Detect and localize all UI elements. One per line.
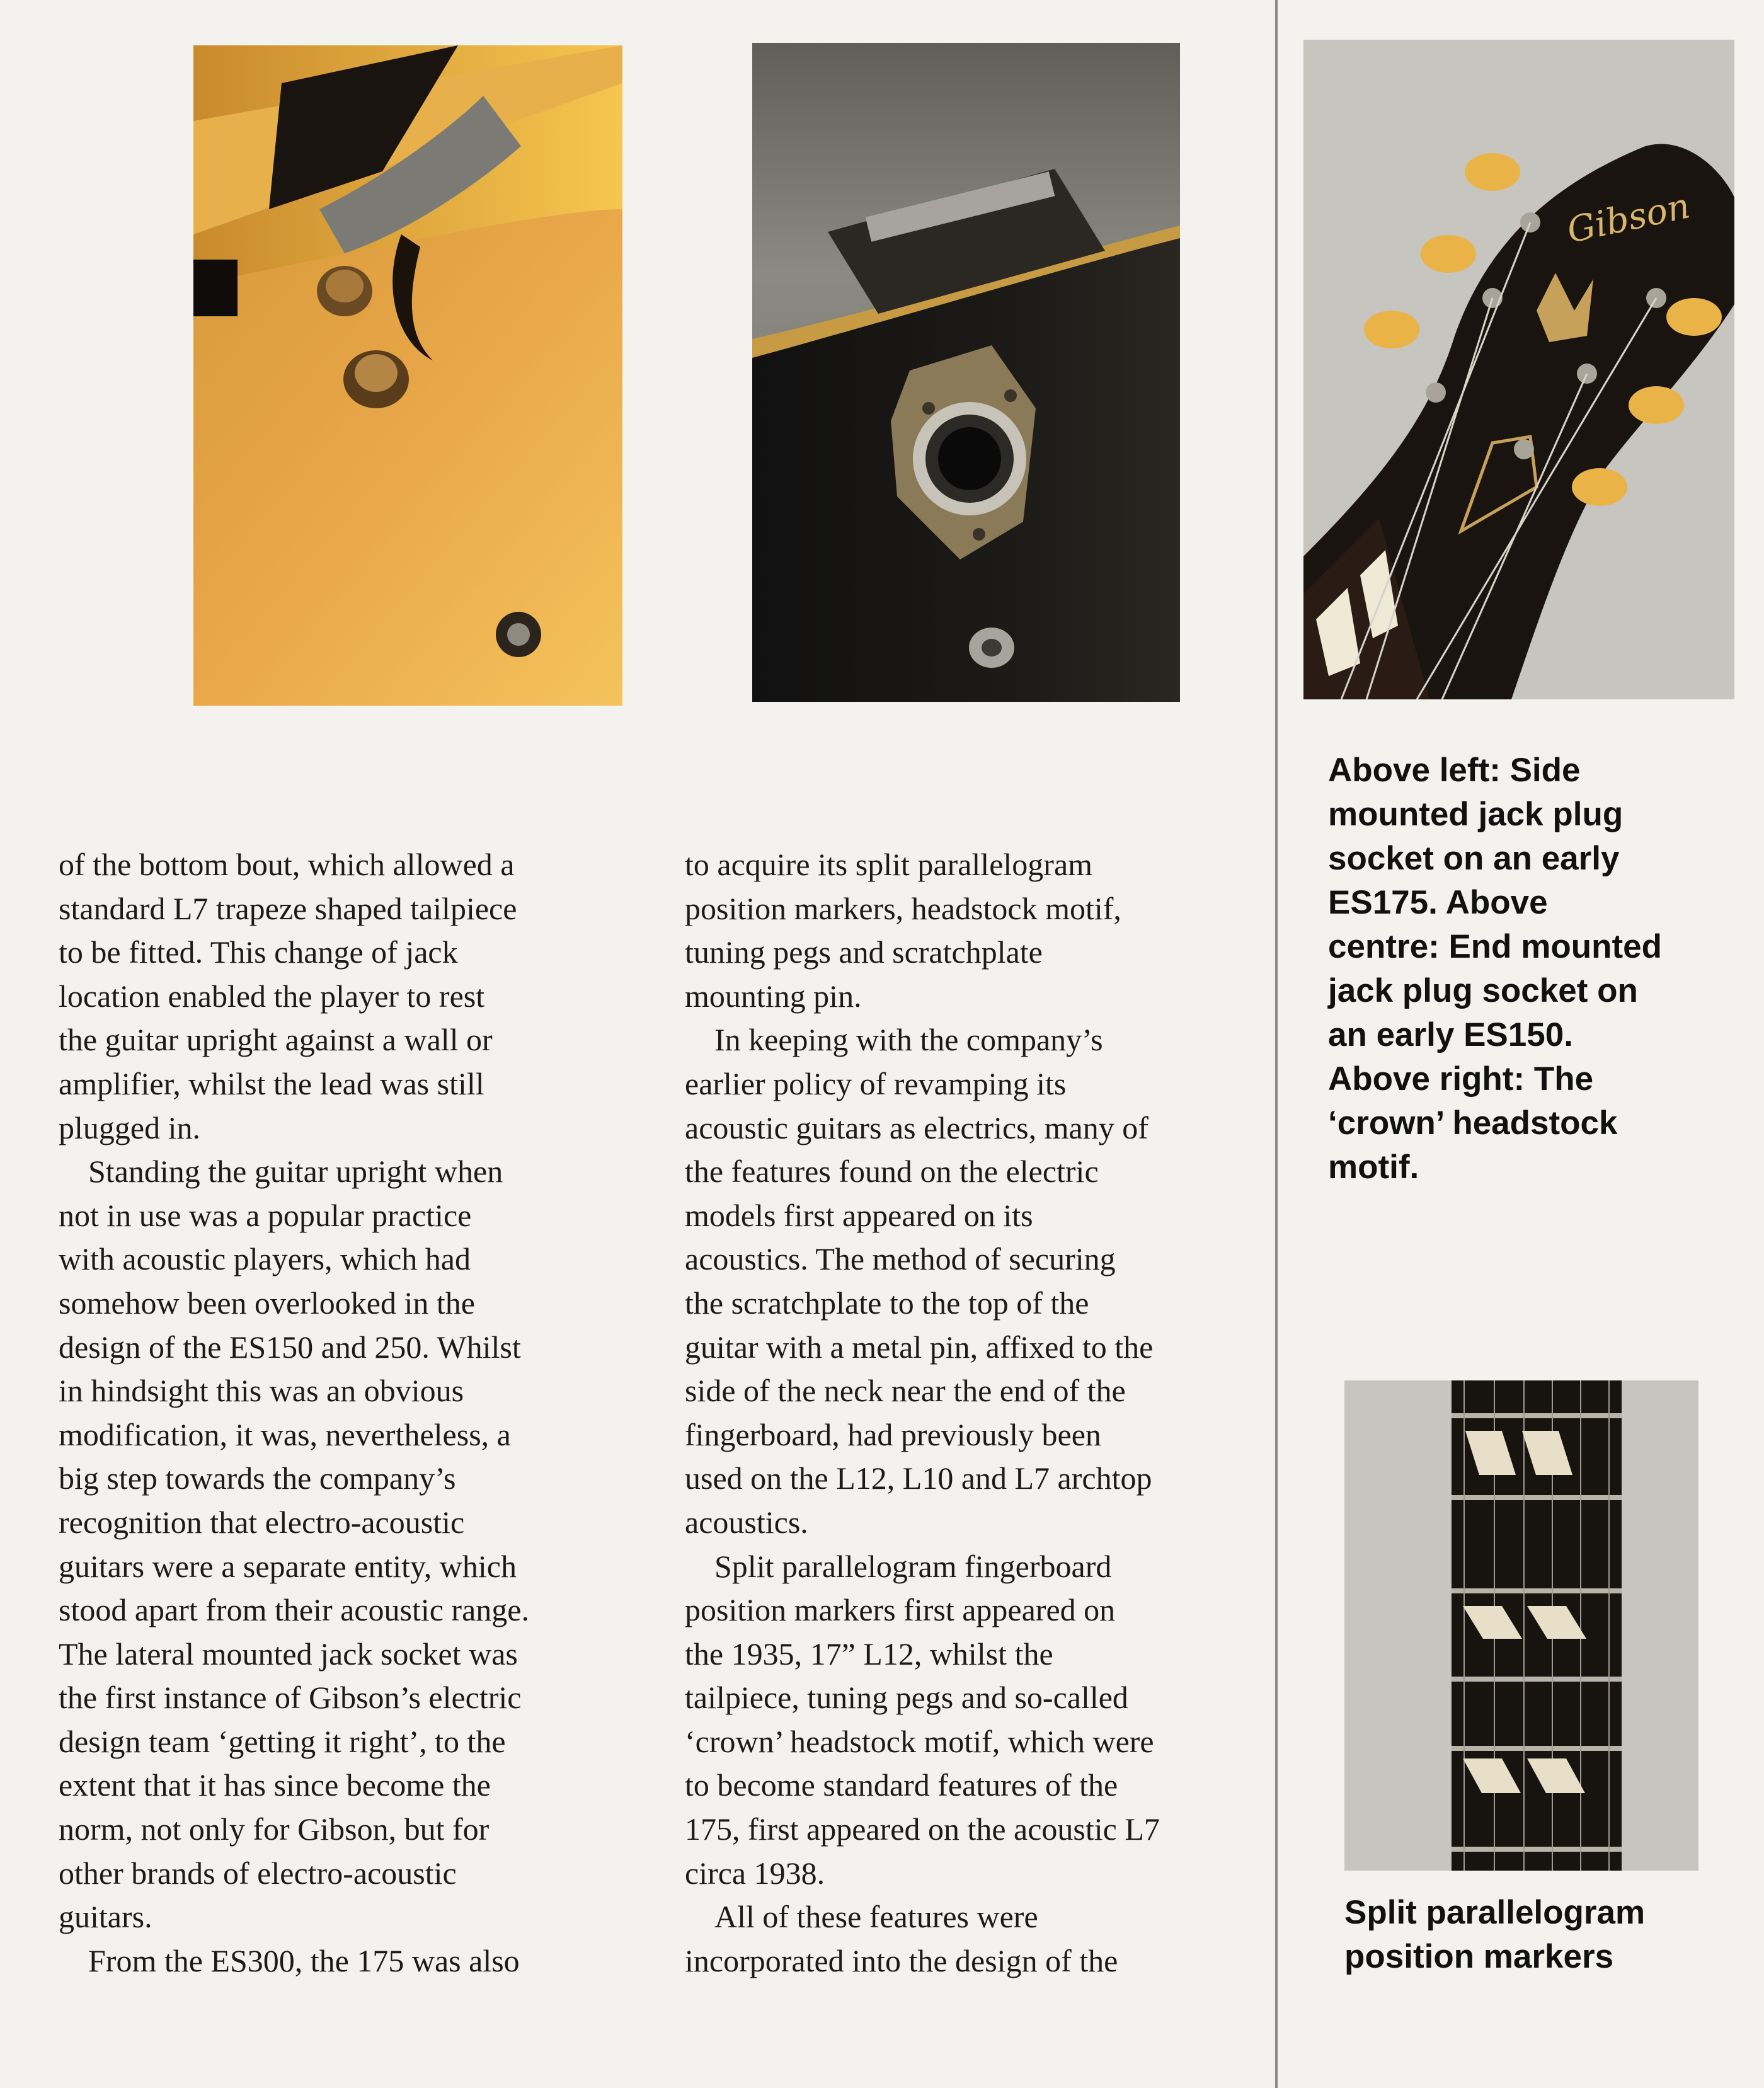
text-line: somehow been overlooked in the: [59, 1285, 475, 1321]
caption-line: an early ES150.: [1328, 1016, 1573, 1053]
text-line: guitars.: [59, 1899, 152, 1935]
caption-line: motif.: [1328, 1149, 1419, 1186]
text-line: the first instance of Gibson’s electric: [59, 1680, 522, 1716]
text-line: fingerboard, had previously been: [685, 1416, 1101, 1452]
text-line: to become standard features of the: [685, 1767, 1118, 1803]
text-line: mounting pin.: [685, 978, 862, 1014]
text-line: position markers, headstock motif,: [685, 890, 1121, 926]
text-line: the scratchplate to the top of the: [685, 1285, 1089, 1321]
caption-line: centre: End mounted: [1328, 928, 1663, 965]
text-line: in hindsight this was an obvious: [59, 1373, 464, 1409]
paragraph: [685, 843, 1264, 1018]
column-divider: [1275, 0, 1278, 2088]
text-line: used on the L12, L10 and L7 archtop: [685, 1460, 1152, 1496]
caption-position-markers: [1344, 1891, 1645, 1979]
text-line: the features found on the electric: [685, 1154, 1099, 1190]
text-line: Standing the guitar upright when: [88, 1154, 503, 1190]
text-line: stood apart from their acoustic range.: [59, 1592, 529, 1628]
text-line: acoustic guitars as electrics, many of: [685, 1110, 1148, 1145]
text-line: models first appeared on its: [685, 1197, 1033, 1233]
text-line: norm, not only for Gibson, but for: [59, 1811, 490, 1847]
text-line: guitar with a metal pin, affixed to the: [685, 1329, 1154, 1365]
photo-crown-headstock: [1303, 40, 1734, 699]
text-line: acoustics. The method of securing: [685, 1241, 1116, 1277]
text-line: In keeping with the company’s: [714, 1022, 1103, 1058]
text-line: big step towards the company’s: [59, 1460, 456, 1496]
text-line: incorporated into the design of the: [685, 1942, 1118, 1978]
text-line: design of the ES150 and 250. Whilst: [59, 1329, 521, 1365]
photo-fingerboard-markers: [1344, 1380, 1698, 1871]
text-line: modification, it was, nevertheless, a: [59, 1416, 511, 1452]
paragraph: [685, 1895, 1264, 1983]
paragraph: [59, 843, 638, 1150]
paragraph: [685, 1545, 1264, 1896]
caption-line: Above right: The: [1328, 1060, 1594, 1098]
text-line: ‘crown’ headstock motif, which were: [685, 1723, 1154, 1759]
caption-line: socket on an early: [1328, 840, 1620, 877]
body-column-1: [59, 843, 638, 1983]
paragraph: [685, 1018, 1264, 1544]
text-line: The lateral mounted jack socket was: [59, 1636, 518, 1672]
gibson-logo: Gibson: [1563, 185, 1694, 251]
text-line: earlier policy of revamping its: [685, 1065, 1067, 1101]
text-line: location enabled the player to rest: [59, 978, 485, 1014]
body-column-2: [685, 843, 1264, 1983]
text-line: acoustics.: [685, 1504, 808, 1540]
caption-line: mounted jack plug: [1328, 796, 1624, 833]
text-line: tuning pegs and scratchplate: [685, 934, 1043, 970]
text-line: standard L7 trapeze shaped tailpiece: [59, 890, 517, 926]
text-line: plugged in.: [59, 1110, 200, 1145]
caption-line: ES175. Above: [1328, 884, 1548, 921]
paragraph: [59, 1150, 638, 1939]
caption-above-photos: [1328, 749, 1662, 1190]
text-line: From the ES300, the 175 was also: [88, 1942, 520, 1978]
text-line: the 1935, 17” L12, whilst the: [685, 1636, 1053, 1672]
photo-es150-end-jack: [752, 43, 1180, 702]
text-line: tailpiece, tuning pegs and so-called: [685, 1680, 1128, 1716]
text-line: 175, first appeared on the acoustic L7: [685, 1811, 1160, 1847]
text-line: the guitar upright against a wall or: [59, 1022, 493, 1058]
caption-line: jack plug socket on: [1328, 972, 1638, 1009]
photo-es175-side-jack: [193, 45, 622, 706]
text-line: guitars were a separate entity, which: [59, 1548, 517, 1584]
text-line: All of these features were: [714, 1899, 1038, 1935]
text-line: side of the neck near the end of the: [685, 1373, 1126, 1409]
caption-line: Split parallelogram: [1344, 1894, 1646, 1931]
text-line: not in use was a popular practice: [59, 1197, 472, 1233]
text-line: extent that it has since become the: [59, 1767, 491, 1803]
text-line: to acquire its split parallelogram: [685, 847, 1093, 882]
paragraph: [59, 1939, 638, 1983]
caption-line: position markers: [1344, 1938, 1614, 1975]
text-line: other brands of electro-acoustic: [59, 1855, 457, 1891]
text-line: Split parallelogram fingerboard: [714, 1548, 1112, 1584]
text-line: recognition that electro-acoustic: [59, 1504, 465, 1540]
text-line: amplifier, whilst the lead was still: [59, 1065, 484, 1101]
text-line: position markers first appeared on: [685, 1592, 1116, 1628]
text-line: with acoustic players, which had: [59, 1241, 471, 1277]
caption-line: ‘crown’ headstock: [1328, 1104, 1618, 1142]
text-line: of the bottom bout, which allowed a: [59, 847, 515, 882]
text-line: to be fitted. This change of jack: [59, 934, 458, 970]
caption-line: Above left: Side: [1328, 752, 1581, 789]
text-line: design team ‘getting it right’, to the: [59, 1723, 506, 1759]
text-line: circa 1938.: [685, 1855, 825, 1891]
